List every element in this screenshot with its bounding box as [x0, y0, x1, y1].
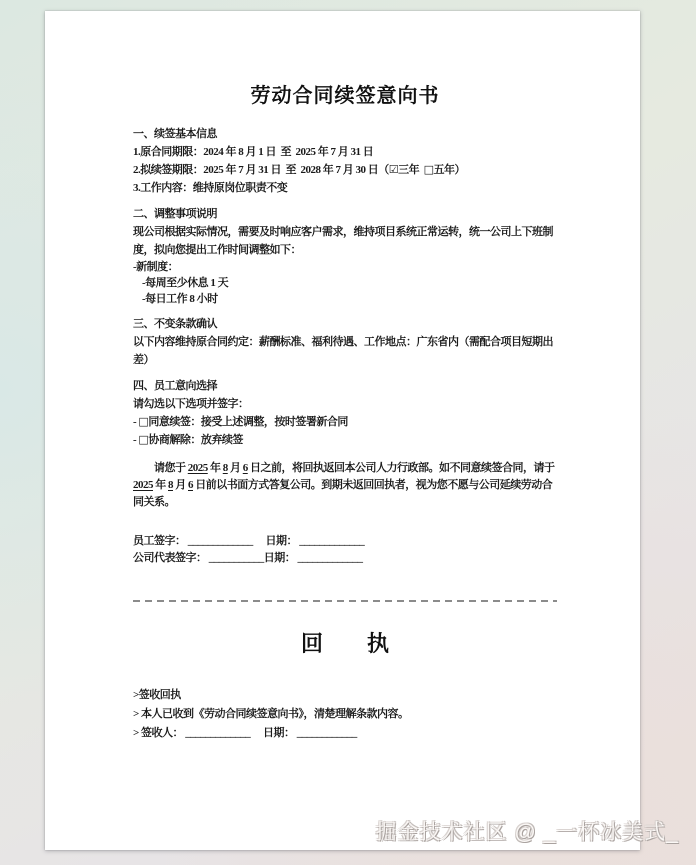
- receipt-acknowledgement-line: > 本人已收到《劳动合同续签意向书》，清楚理解条款内容。: [133, 708, 409, 720]
- notice-text: 日之前，将回执返回本公司人力行政部。如不同意续签合同，请于: [247, 462, 557, 474]
- checkbox-three-year-checked-icon: ☑: [388, 163, 399, 176]
- section-employee-choice-heading: 四、员工意向选择: [133, 380, 217, 392]
- notice-day-underlined: 6: [242, 462, 248, 474]
- line-new-system: -新制度：: [133, 261, 179, 273]
- receipt-block: [133, 686, 557, 743]
- five-year-label: 五年: [433, 164, 455, 176]
- renewal-term-close-paren: ）: [454, 164, 466, 176]
- option-negotiate-dash: -: [133, 434, 139, 446]
- cut-dashed-line: [133, 600, 557, 602]
- notice-paragraph: [133, 460, 557, 511]
- option-negotiate-label: 协商解除：放弃续签: [148, 434, 243, 446]
- line-work-content: 3.工作内容：维持原岗位职责不变: [133, 182, 288, 194]
- notice-text: 日前以书面方式答复公司。到期未返回回执者，视为您不愿与公司延续劳动合同关系。: [133, 479, 553, 508]
- watermark: 掘金技术社区 @ _一杯冰美式_: [375, 821, 679, 844]
- section-unchanged-terms: [133, 315, 557, 369]
- document-page: [45, 11, 640, 850]
- receipt-heading-line: >签收回执: [133, 689, 181, 701]
- notice-text: 月: [227, 462, 243, 474]
- renewal-term-text: 2.拟续签期限：2025 年 7 月 31 日 至 2028 年 7 月 30 日（: [133, 164, 389, 176]
- paragraph-adjustment-description: 现公司根据实际情况，需要及时响应客户需求，维持项目系统正常运转，统一公司上下班制度，拟向您提出工作时间调整如下：: [133, 226, 553, 256]
- section-unchanged-terms-heading: 三、不变条款确认: [133, 318, 217, 330]
- notice-year-underlined: 2025: [133, 479, 153, 491]
- line-weekly-rest: -每周至少休息 1 天: [133, 277, 229, 289]
- option-agree-label: 同意续签：接受上述调整，按时签署新合同: [148, 416, 348, 428]
- section-basic-info: [133, 125, 557, 197]
- section-basic-info-heading: 一、续签基本信息: [133, 128, 217, 140]
- line-original-contract-term: 1.原合同期限：2024 年 8 月 1 日 至 2025 年 7 月 31 日: [133, 146, 374, 158]
- checkbox-agree-renewal-icon: □: [138, 415, 149, 428]
- notice-text: 年: [207, 462, 223, 474]
- paragraph-unchanged-terms: 以下内容维持原合同约定：薪酬标准、福利待遇、工作地点：广东省内（需配合项目短期出差）: [133, 336, 553, 366]
- notice-block: [133, 460, 557, 511]
- signature-block: [133, 533, 557, 567]
- three-year-label: 三年: [398, 164, 424, 176]
- option-negotiate-termination: [133, 431, 557, 449]
- notice-year-underlined: 2025: [187, 462, 208, 474]
- notice-text: 年: [153, 479, 168, 491]
- checkbox-negotiate-termination-icon: □: [138, 433, 149, 446]
- notice-month-underlined: 8: [168, 479, 173, 491]
- line-proposed-renewal-term: [133, 161, 557, 179]
- employee-signature-line: 员工签字： _____________ 日期： _____________: [133, 535, 365, 547]
- notice-text: 月: [173, 479, 188, 491]
- section-adjustment: [133, 205, 557, 307]
- option-agree-renewal: [133, 413, 557, 431]
- checkbox-five-year-icon: □: [423, 163, 434, 176]
- option-agree-dash: -: [133, 416, 139, 428]
- notice-text: 请您于: [154, 462, 188, 474]
- receipt-signature-line: > 签收人： _____________ 日期： ____________: [133, 727, 357, 739]
- company-signature-line: 公司代表签字： ___________日期： _____________: [133, 552, 363, 564]
- line-tick-instruction: 请勾选以下选项并签字：: [133, 398, 249, 410]
- receipt-title: 回 执: [300, 631, 389, 656]
- document-title: 劳动合同续签意向书: [250, 85, 440, 107]
- line-daily-hours: -每日工作 8 小时: [133, 293, 218, 305]
- section-adjustment-heading: 二、调整事项说明: [133, 208, 217, 220]
- notice-day-underlined: 6: [188, 479, 193, 491]
- notice-month-underlined: 8: [222, 462, 228, 474]
- section-employee-choice: [133, 377, 557, 449]
